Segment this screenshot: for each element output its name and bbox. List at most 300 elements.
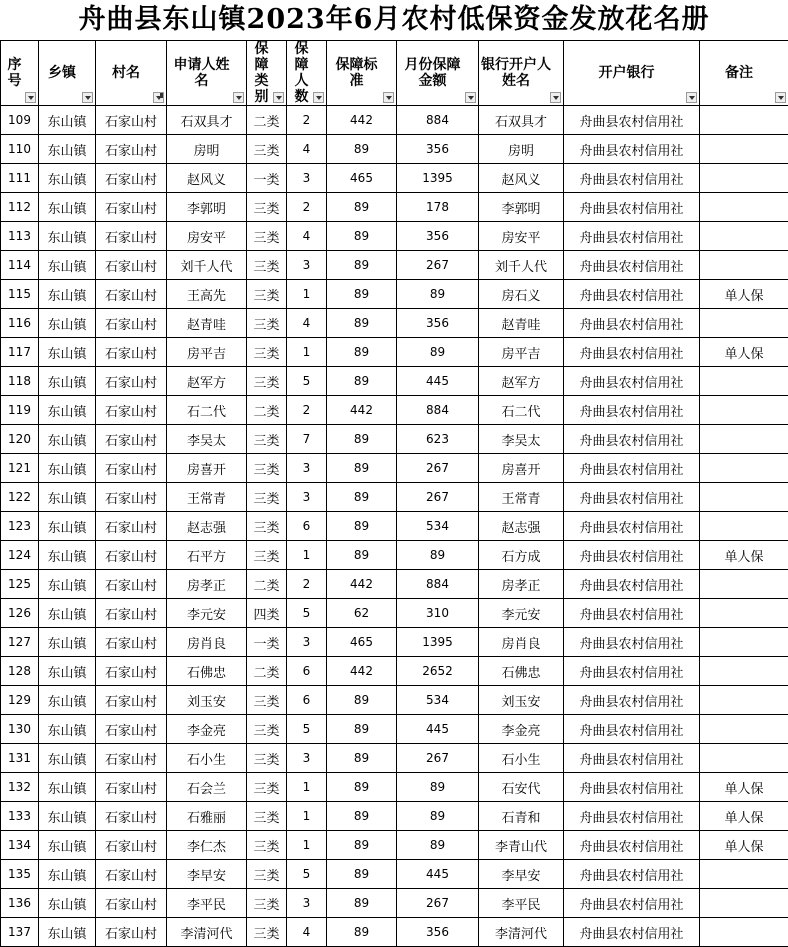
standard-cell[interactable]: 89 [327, 541, 397, 570]
account-holder-cell[interactable]: 房石义 [479, 280, 564, 309]
bank-cell[interactable]: 舟曲县农村信用社 [564, 744, 700, 773]
category-cell[interactable]: 三类 [247, 135, 287, 164]
standard-cell[interactable]: 89 [327, 135, 397, 164]
village-cell[interactable]: 石家山村 [96, 773, 167, 802]
standard-cell[interactable]: 89 [327, 831, 397, 860]
category-cell[interactable]: 三类 [247, 686, 287, 715]
bank-cell[interactable]: 舟曲县农村信用社 [564, 164, 700, 193]
town-cell[interactable]: 东山镇 [39, 628, 96, 657]
applicant-cell[interactable]: 石平方 [167, 541, 247, 570]
people-cell[interactable]: 3 [287, 251, 327, 280]
bank-cell[interactable]: 舟曲县农村信用社 [564, 251, 700, 280]
index-cell[interactable]: 126 [1, 599, 39, 628]
amount-cell[interactable]: 534 [397, 686, 479, 715]
amount-cell[interactable]: 884 [397, 396, 479, 425]
town-cell[interactable]: 东山镇 [39, 570, 96, 599]
village-cell[interactable]: 石家山村 [96, 860, 167, 889]
village-cell[interactable]: 石家山村 [96, 193, 167, 222]
remarks-cell[interactable] [700, 715, 788, 744]
village-cell[interactable]: 石家山村 [96, 483, 167, 512]
category-cell[interactable]: 一类 [247, 628, 287, 657]
index-cell[interactable]: 137 [1, 918, 39, 947]
village-cell[interactable]: 石家山村 [96, 512, 167, 541]
index-cell[interactable]: 135 [1, 860, 39, 889]
town-cell[interactable]: 东山镇 [39, 454, 96, 483]
bank-cell[interactable]: 舟曲县农村信用社 [564, 309, 700, 338]
village-cell[interactable]: 石家山村 [96, 164, 167, 193]
account-holder-cell[interactable]: 李元安 [479, 599, 564, 628]
town-cell[interactable]: 东山镇 [39, 715, 96, 744]
people-cell[interactable]: 6 [287, 686, 327, 715]
bank-cell[interactable]: 舟曲县农村信用社 [564, 425, 700, 454]
remarks-cell[interactable] [700, 106, 788, 135]
index-cell[interactable]: 132 [1, 773, 39, 802]
standard-cell[interactable]: 89 [327, 918, 397, 947]
remarks-cell[interactable] [700, 918, 788, 947]
village-cell[interactable]: 石家山村 [96, 309, 167, 338]
standard-cell[interactable]: 442 [327, 106, 397, 135]
amount-cell[interactable]: 356 [397, 135, 479, 164]
village-cell[interactable]: 石家山村 [96, 454, 167, 483]
standard-cell[interactable]: 465 [327, 164, 397, 193]
bank-cell[interactable]: 舟曲县农村信用社 [564, 657, 700, 686]
town-cell[interactable]: 东山镇 [39, 831, 96, 860]
index-cell[interactable]: 113 [1, 222, 39, 251]
index-cell[interactable]: 136 [1, 889, 39, 918]
account-holder-cell[interactable]: 李金亮 [479, 715, 564, 744]
town-cell[interactable]: 东山镇 [39, 164, 96, 193]
village-cell[interactable]: 石家山村 [96, 106, 167, 135]
applicant-cell[interactable]: 李吴太 [167, 425, 247, 454]
category-cell[interactable]: 三类 [247, 889, 287, 918]
amount-cell[interactable]: 445 [397, 367, 479, 396]
applicant-cell[interactable]: 石佛忠 [167, 657, 247, 686]
standard-cell[interactable]: 89 [327, 744, 397, 773]
remarks-cell[interactable] [700, 628, 788, 657]
index-cell[interactable]: 130 [1, 715, 39, 744]
bank-cell[interactable]: 舟曲县农村信用社 [564, 367, 700, 396]
category-cell[interactable]: 三类 [247, 744, 287, 773]
town-cell[interactable]: 东山镇 [39, 541, 96, 570]
index-cell[interactable]: 114 [1, 251, 39, 280]
remarks-cell[interactable] [700, 686, 788, 715]
account-holder-cell[interactable]: 赵青哇 [479, 309, 564, 338]
village-cell[interactable]: 石家山村 [96, 628, 167, 657]
standard-cell[interactable]: 442 [327, 570, 397, 599]
remarks-cell[interactable]: 单人保 [700, 338, 788, 367]
people-cell[interactable]: 1 [287, 338, 327, 367]
bank-cell[interactable]: 舟曲县农村信用社 [564, 280, 700, 309]
people-cell[interactable]: 1 [287, 831, 327, 860]
applicant-cell[interactable]: 房明 [167, 135, 247, 164]
account-holder-cell[interactable]: 房明 [479, 135, 564, 164]
standard-cell[interactable]: 89 [327, 338, 397, 367]
category-cell[interactable]: 四类 [247, 599, 287, 628]
category-cell[interactable]: 三类 [247, 454, 287, 483]
account-holder-cell[interactable]: 赵军方 [479, 367, 564, 396]
town-cell[interactable]: 东山镇 [39, 367, 96, 396]
village-cell[interactable]: 石家山村 [96, 425, 167, 454]
applicant-cell[interactable]: 刘千人代 [167, 251, 247, 280]
village-cell[interactable]: 石家山村 [96, 135, 167, 164]
account-holder-cell[interactable]: 石双具才 [479, 106, 564, 135]
remarks-cell[interactable] [700, 164, 788, 193]
filter-dropdown-icon[interactable] [465, 92, 476, 103]
remarks-cell[interactable] [700, 425, 788, 454]
town-cell[interactable]: 东山镇 [39, 512, 96, 541]
village-cell[interactable]: 石家山村 [96, 744, 167, 773]
index-cell[interactable]: 127 [1, 628, 39, 657]
village-cell[interactable]: 石家山村 [96, 831, 167, 860]
town-cell[interactable]: 东山镇 [39, 802, 96, 831]
applicant-cell[interactable]: 李清河代 [167, 918, 247, 947]
village-cell[interactable]: 石家山村 [96, 367, 167, 396]
amount-cell[interactable]: 89 [397, 541, 479, 570]
remarks-cell[interactable]: 单人保 [700, 541, 788, 570]
category-cell[interactable]: 三类 [247, 280, 287, 309]
town-cell[interactable]: 东山镇 [39, 860, 96, 889]
remarks-cell[interactable] [700, 193, 788, 222]
remarks-cell[interactable] [700, 309, 788, 338]
people-cell[interactable]: 3 [287, 164, 327, 193]
index-cell[interactable]: 110 [1, 135, 39, 164]
people-cell[interactable]: 4 [287, 309, 327, 338]
index-cell[interactable]: 133 [1, 802, 39, 831]
applicant-cell[interactable]: 赵风义 [167, 164, 247, 193]
filter-dropdown-icon[interactable] [550, 92, 561, 103]
town-cell[interactable]: 东山镇 [39, 280, 96, 309]
remarks-cell[interactable] [700, 744, 788, 773]
town-cell[interactable]: 东山镇 [39, 309, 96, 338]
category-cell[interactable]: 三类 [247, 802, 287, 831]
amount-cell[interactable]: 89 [397, 802, 479, 831]
town-cell[interactable]: 东山镇 [39, 193, 96, 222]
standard-cell[interactable]: 62 [327, 599, 397, 628]
account-holder-cell[interactable]: 李吴太 [479, 425, 564, 454]
standard-cell[interactable]: 89 [327, 860, 397, 889]
people-cell[interactable]: 1 [287, 280, 327, 309]
bank-cell[interactable]: 舟曲县农村信用社 [564, 773, 700, 802]
account-holder-cell[interactable]: 李平民 [479, 889, 564, 918]
people-cell[interactable]: 5 [287, 367, 327, 396]
amount-cell[interactable]: 267 [397, 454, 479, 483]
index-cell[interactable]: 118 [1, 367, 39, 396]
village-cell[interactable]: 石家山村 [96, 280, 167, 309]
amount-cell[interactable]: 267 [397, 483, 479, 512]
category-cell[interactable]: 三类 [247, 193, 287, 222]
amount-cell[interactable]: 356 [397, 918, 479, 947]
standard-cell[interactable]: 89 [327, 251, 397, 280]
standard-cell[interactable]: 89 [327, 802, 397, 831]
amount-cell[interactable]: 267 [397, 889, 479, 918]
remarks-cell[interactable] [700, 454, 788, 483]
applicant-cell[interactable]: 石双具才 [167, 106, 247, 135]
people-cell[interactable]: 2 [287, 106, 327, 135]
remarks-cell[interactable] [700, 889, 788, 918]
account-holder-cell[interactable]: 石佛忠 [479, 657, 564, 686]
applicant-cell[interactable]: 李早安 [167, 860, 247, 889]
amount-cell[interactable]: 1395 [397, 164, 479, 193]
standard-cell[interactable]: 89 [327, 889, 397, 918]
category-cell[interactable]: 三类 [247, 425, 287, 454]
applicant-cell[interactable]: 李平民 [167, 889, 247, 918]
town-cell[interactable]: 东山镇 [39, 222, 96, 251]
standard-cell[interactable]: 89 [327, 512, 397, 541]
amount-cell[interactable]: 884 [397, 106, 479, 135]
town-cell[interactable]: 东山镇 [39, 918, 96, 947]
bank-cell[interactable]: 舟曲县农村信用社 [564, 715, 700, 744]
town-cell[interactable]: 东山镇 [39, 744, 96, 773]
category-cell[interactable]: 二类 [247, 657, 287, 686]
people-cell[interactable]: 4 [287, 222, 327, 251]
account-holder-cell[interactable]: 赵志强 [479, 512, 564, 541]
standard-cell[interactable]: 89 [327, 193, 397, 222]
applicant-cell[interactable]: 房喜开 [167, 454, 247, 483]
filter-dropdown-icon[interactable] [383, 92, 394, 103]
account-holder-cell[interactable]: 房孝正 [479, 570, 564, 599]
index-cell[interactable]: 112 [1, 193, 39, 222]
standard-cell[interactable]: 89 [327, 280, 397, 309]
index-cell[interactable]: 122 [1, 483, 39, 512]
bank-cell[interactable]: 舟曲县农村信用社 [564, 570, 700, 599]
bank-cell[interactable]: 舟曲县农村信用社 [564, 193, 700, 222]
town-cell[interactable]: 东山镇 [39, 396, 96, 425]
bank-cell[interactable]: 舟曲县农村信用社 [564, 135, 700, 164]
standard-cell[interactable]: 89 [327, 425, 397, 454]
standard-cell[interactable]: 89 [327, 715, 397, 744]
account-holder-cell[interactable]: 李早安 [479, 860, 564, 889]
applicant-cell[interactable]: 石二代 [167, 396, 247, 425]
remarks-cell[interactable] [700, 860, 788, 889]
remarks-cell[interactable] [700, 396, 788, 425]
standard-cell[interactable]: 89 [327, 686, 397, 715]
people-cell[interactable]: 7 [287, 425, 327, 454]
index-cell[interactable]: 117 [1, 338, 39, 367]
applicant-cell[interactable]: 房安平 [167, 222, 247, 251]
town-cell[interactable]: 东山镇 [39, 251, 96, 280]
applicant-cell[interactable]: 赵志强 [167, 512, 247, 541]
category-cell[interactable]: 三类 [247, 512, 287, 541]
applicant-cell[interactable]: 王常青 [167, 483, 247, 512]
amount-cell[interactable]: 89 [397, 338, 479, 367]
bank-cell[interactable]: 舟曲县农村信用社 [564, 106, 700, 135]
index-cell[interactable]: 128 [1, 657, 39, 686]
amount-cell[interactable]: 1395 [397, 628, 479, 657]
category-cell[interactable]: 二类 [247, 396, 287, 425]
amount-cell[interactable]: 178 [397, 193, 479, 222]
town-cell[interactable]: 东山镇 [39, 773, 96, 802]
town-cell[interactable]: 东山镇 [39, 106, 96, 135]
bank-cell[interactable]: 舟曲县农村信用社 [564, 860, 700, 889]
standard-cell[interactable]: 89 [327, 454, 397, 483]
category-cell[interactable]: 三类 [247, 338, 287, 367]
index-cell[interactable]: 129 [1, 686, 39, 715]
people-cell[interactable]: 2 [287, 193, 327, 222]
people-cell[interactable]: 1 [287, 773, 327, 802]
remarks-cell[interactable] [700, 570, 788, 599]
applicant-cell[interactable]: 赵军方 [167, 367, 247, 396]
standard-cell[interactable]: 442 [327, 657, 397, 686]
bank-cell[interactable]: 舟曲县农村信用社 [564, 686, 700, 715]
town-cell[interactable]: 东山镇 [39, 338, 96, 367]
bank-cell[interactable]: 舟曲县农村信用社 [564, 831, 700, 860]
account-holder-cell[interactable]: 李清河代 [479, 918, 564, 947]
town-cell[interactable]: 东山镇 [39, 686, 96, 715]
category-cell[interactable]: 三类 [247, 773, 287, 802]
people-cell[interactable]: 5 [287, 715, 327, 744]
account-holder-cell[interactable]: 赵风义 [479, 164, 564, 193]
village-cell[interactable]: 石家山村 [96, 686, 167, 715]
standard-cell[interactable]: 89 [327, 773, 397, 802]
amount-cell[interactable]: 534 [397, 512, 479, 541]
category-cell[interactable]: 三类 [247, 367, 287, 396]
people-cell[interactable]: 5 [287, 860, 327, 889]
category-cell[interactable]: 三类 [247, 860, 287, 889]
people-cell[interactable]: 4 [287, 918, 327, 947]
amount-cell[interactable]: 267 [397, 744, 479, 773]
town-cell[interactable]: 东山镇 [39, 425, 96, 454]
account-holder-cell[interactable]: 石青和 [479, 802, 564, 831]
standard-cell[interactable]: 465 [327, 628, 397, 657]
village-cell[interactable]: 石家山村 [96, 222, 167, 251]
bank-cell[interactable]: 舟曲县农村信用社 [564, 222, 700, 251]
people-cell[interactable]: 1 [287, 802, 327, 831]
people-cell[interactable]: 3 [287, 744, 327, 773]
filter-dropdown-icon[interactable] [82, 92, 93, 103]
filter-dropdown-icon[interactable] [313, 92, 324, 103]
people-cell[interactable]: 4 [287, 135, 327, 164]
people-cell[interactable]: 3 [287, 454, 327, 483]
amount-cell[interactable]: 267 [397, 251, 479, 280]
village-cell[interactable]: 石家山村 [96, 918, 167, 947]
bank-cell[interactable]: 舟曲县农村信用社 [564, 512, 700, 541]
remarks-cell[interactable] [700, 135, 788, 164]
standard-cell[interactable]: 89 [327, 367, 397, 396]
people-cell[interactable]: 3 [287, 889, 327, 918]
applicant-cell[interactable]: 赵青哇 [167, 309, 247, 338]
people-cell[interactable]: 5 [287, 599, 327, 628]
account-holder-cell[interactable]: 房安平 [479, 222, 564, 251]
account-holder-cell[interactable]: 石安代 [479, 773, 564, 802]
village-cell[interactable]: 石家山村 [96, 657, 167, 686]
applicant-cell[interactable]: 李仁杰 [167, 831, 247, 860]
village-cell[interactable]: 石家山村 [96, 889, 167, 918]
people-cell[interactable]: 2 [287, 570, 327, 599]
index-cell[interactable]: 123 [1, 512, 39, 541]
town-cell[interactable]: 东山镇 [39, 657, 96, 686]
remarks-cell[interactable]: 单人保 [700, 280, 788, 309]
standard-cell[interactable]: 442 [327, 396, 397, 425]
amount-cell[interactable]: 445 [397, 715, 479, 744]
amount-cell[interactable]: 89 [397, 773, 479, 802]
amount-cell[interactable]: 356 [397, 309, 479, 338]
account-holder-cell[interactable]: 石小生 [479, 744, 564, 773]
remarks-cell[interactable] [700, 512, 788, 541]
bank-cell[interactable]: 舟曲县农村信用社 [564, 918, 700, 947]
people-cell[interactable]: 6 [287, 657, 327, 686]
bank-cell[interactable]: 舟曲县农村信用社 [564, 338, 700, 367]
town-cell[interactable]: 东山镇 [39, 483, 96, 512]
filter-dropdown-icon[interactable] [233, 92, 244, 103]
applicant-cell[interactable]: 石雅丽 [167, 802, 247, 831]
category-cell[interactable]: 二类 [247, 106, 287, 135]
index-cell[interactable]: 121 [1, 454, 39, 483]
account-holder-cell[interactable]: 刘玉安 [479, 686, 564, 715]
remarks-cell[interactable] [700, 367, 788, 396]
bank-cell[interactable]: 舟曲县农村信用社 [564, 889, 700, 918]
index-cell[interactable]: 109 [1, 106, 39, 135]
filter-dropdown-icon[interactable] [686, 92, 697, 103]
town-cell[interactable]: 东山镇 [39, 889, 96, 918]
bank-cell[interactable]: 舟曲县农村信用社 [564, 396, 700, 425]
remarks-cell[interactable] [700, 483, 788, 512]
applicant-cell[interactable]: 刘玉安 [167, 686, 247, 715]
category-cell[interactable]: 二类 [247, 570, 287, 599]
people-cell[interactable]: 3 [287, 483, 327, 512]
account-holder-cell[interactable]: 石方成 [479, 541, 564, 570]
amount-cell[interactable]: 89 [397, 831, 479, 860]
bank-cell[interactable]: 舟曲县农村信用社 [564, 802, 700, 831]
account-holder-cell[interactable]: 石二代 [479, 396, 564, 425]
applicant-cell[interactable]: 石小生 [167, 744, 247, 773]
category-cell[interactable]: 一类 [247, 164, 287, 193]
village-cell[interactable]: 石家山村 [96, 802, 167, 831]
village-cell[interactable]: 石家山村 [96, 338, 167, 367]
bank-cell[interactable]: 舟曲县农村信用社 [564, 599, 700, 628]
category-cell[interactable]: 三类 [247, 715, 287, 744]
applicant-cell[interactable]: 石会兰 [167, 773, 247, 802]
amount-cell[interactable]: 445 [397, 860, 479, 889]
account-holder-cell[interactable]: 李青山代 [479, 831, 564, 860]
amount-cell[interactable]: 884 [397, 570, 479, 599]
remarks-cell[interactable] [700, 599, 788, 628]
index-cell[interactable]: 111 [1, 164, 39, 193]
applicant-cell[interactable]: 李金亮 [167, 715, 247, 744]
filter-dropdown-icon[interactable] [775, 92, 786, 103]
account-holder-cell[interactable]: 李郭明 [479, 193, 564, 222]
applicant-cell[interactable]: 王高先 [167, 280, 247, 309]
index-cell[interactable]: 131 [1, 744, 39, 773]
remarks-cell[interactable]: 单人保 [700, 802, 788, 831]
remarks-cell[interactable] [700, 251, 788, 280]
amount-cell[interactable]: 623 [397, 425, 479, 454]
category-cell[interactable]: 三类 [247, 831, 287, 860]
people-cell[interactable]: 1 [287, 541, 327, 570]
category-cell[interactable]: 三类 [247, 222, 287, 251]
applicant-cell[interactable]: 房肖良 [167, 628, 247, 657]
people-cell[interactable]: 2 [287, 396, 327, 425]
amount-cell[interactable]: 2652 [397, 657, 479, 686]
amount-cell[interactable]: 89 [397, 280, 479, 309]
category-cell[interactable]: 三类 [247, 251, 287, 280]
remarks-cell[interactable]: 单人保 [700, 831, 788, 860]
category-cell[interactable]: 三类 [247, 309, 287, 338]
applicant-cell[interactable]: 李郭明 [167, 193, 247, 222]
amount-cell[interactable]: 356 [397, 222, 479, 251]
account-holder-cell[interactable]: 刘千人代 [479, 251, 564, 280]
applicant-cell[interactable]: 李元安 [167, 599, 247, 628]
account-holder-cell[interactable]: 房喜开 [479, 454, 564, 483]
remarks-cell[interactable] [700, 222, 788, 251]
category-cell[interactable]: 三类 [247, 483, 287, 512]
town-cell[interactable]: 东山镇 [39, 599, 96, 628]
index-cell[interactable]: 125 [1, 570, 39, 599]
bank-cell[interactable]: 舟曲县农村信用社 [564, 628, 700, 657]
village-cell[interactable]: 石家山村 [96, 599, 167, 628]
applicant-cell[interactable]: 房孝正 [167, 570, 247, 599]
index-cell[interactable]: 119 [1, 396, 39, 425]
index-cell[interactable]: 134 [1, 831, 39, 860]
